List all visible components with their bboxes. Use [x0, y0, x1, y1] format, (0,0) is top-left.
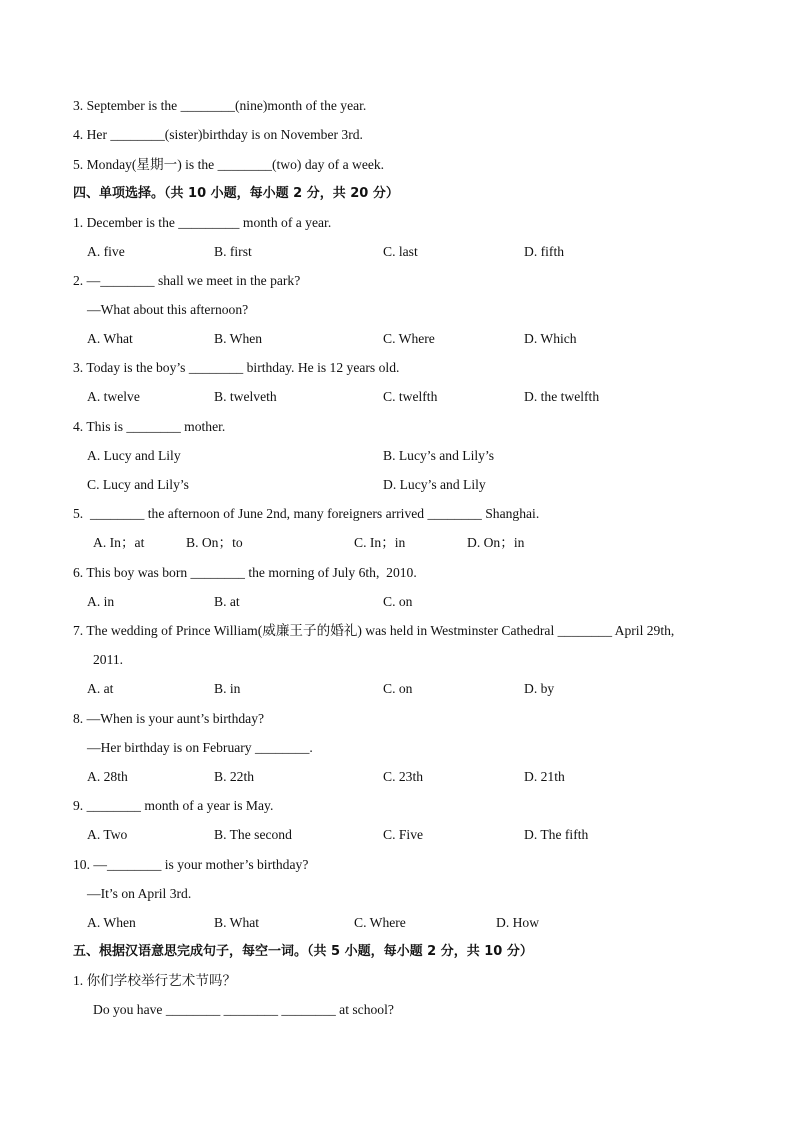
question-10-stem: 10. —________ is your mother’s birthday?: [73, 857, 309, 872]
q5-option-a: A. In；at: [93, 535, 145, 550]
q9-option-a: A. Two: [87, 827, 128, 842]
q6-option-a: A. in: [87, 594, 115, 609]
q8-option-b: B. 22th: [214, 769, 255, 784]
q6-option-b: B. at: [214, 594, 240, 609]
question-6-stem: 6. This boy was born ________ the morning of July 6th, 2010.: [73, 565, 417, 580]
q5-option-c: C. In；in: [354, 535, 406, 550]
question-1-stem: 1. December is the _________ month of a year.: [73, 215, 332, 230]
q2-option-a: A. What: [87, 331, 133, 346]
q10-option-c: C. Where: [354, 915, 406, 930]
q9-option-d: D. The fifth: [524, 827, 589, 842]
q8-option-a: A. 28th: [87, 769, 128, 784]
q3-option-c: C. twelfth: [383, 389, 438, 404]
q8-option-d: D. 21th: [524, 769, 565, 784]
q7-option-a: A. at: [87, 681, 114, 696]
q4-option-c: C. Lucy and Lily’s: [87, 477, 189, 492]
q10-option-b: B. What: [214, 915, 260, 930]
q2-option-d: D. Which: [524, 331, 577, 346]
q1-option-b: B. first: [214, 244, 252, 259]
section-5-question-1-chinese: 1. 你们学校举行艺术节吗？: [73, 973, 237, 988]
q9-option-c: C. Five: [383, 827, 424, 842]
question-7-stem: 7. The wedding of Prince William(威廉王子的婚礼) was held in Westminster Cathedral ________ April 29th,: [73, 623, 675, 638]
question-3-stem: 3. Today is the boy’s ________ birthday. He is 12 years old.: [73, 360, 400, 375]
q8-option-c: C. 23th: [383, 769, 424, 784]
q10-option-a: A. When: [87, 915, 136, 930]
q1-option-c: C. last: [383, 244, 418, 259]
question-8-reply: —Her birthday is on February ________.: [87, 740, 313, 755]
q1-option-a: A. five: [87, 244, 125, 259]
q1-option-d: D. fifth: [524, 244, 565, 259]
q4-option-d: D. Lucy’s and Lily: [383, 477, 486, 492]
q4-option-a: A. Lucy and Lily: [87, 448, 181, 463]
q7-option-d: D. by: [524, 681, 555, 696]
q2-option-b: B. When: [214, 331, 263, 346]
q7-option-b: B. in: [214, 681, 241, 696]
q5-option-d: D. On；in: [467, 535, 525, 550]
q6-option-c: C. on: [383, 594, 413, 609]
question-2-stem: 2. —________ shall we meet in the park?: [73, 273, 301, 288]
q4-option-b: B. Lucy’s and Lily’s: [383, 448, 495, 463]
q3-option-d: D. the twelfth: [524, 389, 600, 404]
q3-option-b: B. twelveth: [214, 389, 277, 404]
fill-in-item-4: 4. Her ________(sister)birthday is on November 3rd.: [73, 127, 363, 142]
q2-option-c: C. Where: [383, 331, 435, 346]
question-7-stem-continued: 2011.: [93, 652, 124, 667]
question-2-reply: —What about this afternoon?: [87, 302, 249, 317]
q7-option-c: C. on: [383, 681, 413, 696]
question-10-reply: —It’s on April 3rd.: [87, 886, 192, 901]
fill-in-item-3: 3. September is the ________(nine)month of the year.: [73, 98, 367, 113]
question-9-stem: 9. ________ month of a year is May.: [73, 798, 274, 813]
q10-option-d: D. How: [496, 915, 540, 930]
question-4-stem: 4. This is ________ mother.: [73, 419, 226, 434]
question-8-stem: 8. —When is your aunt’s birthday?: [73, 711, 265, 726]
q9-option-b: B. The second: [214, 827, 292, 842]
section-5-question-1-english: Do you have ________ ________ ________ at school?: [93, 1002, 394, 1017]
section-4-heading: 四、单项选择。（共 10 小题，每小题 2 分，共 20 分）: [73, 186, 399, 201]
q3-option-a: A. twelve: [87, 389, 140, 404]
q5-option-b: B. On；to: [186, 535, 243, 550]
fill-in-item-5: 5. Monday(星期一) is the ________(two) day of a week.: [73, 157, 385, 172]
section-5-heading: 五、根据汉语意思完成句子，每空一词。（共 5 小题，每小题 2 分，共 10 分）: [73, 944, 533, 959]
question-5-stem: 5. ________ the afternoon of June 2nd, many foreigners arrived ________ Shanghai.: [73, 506, 540, 521]
